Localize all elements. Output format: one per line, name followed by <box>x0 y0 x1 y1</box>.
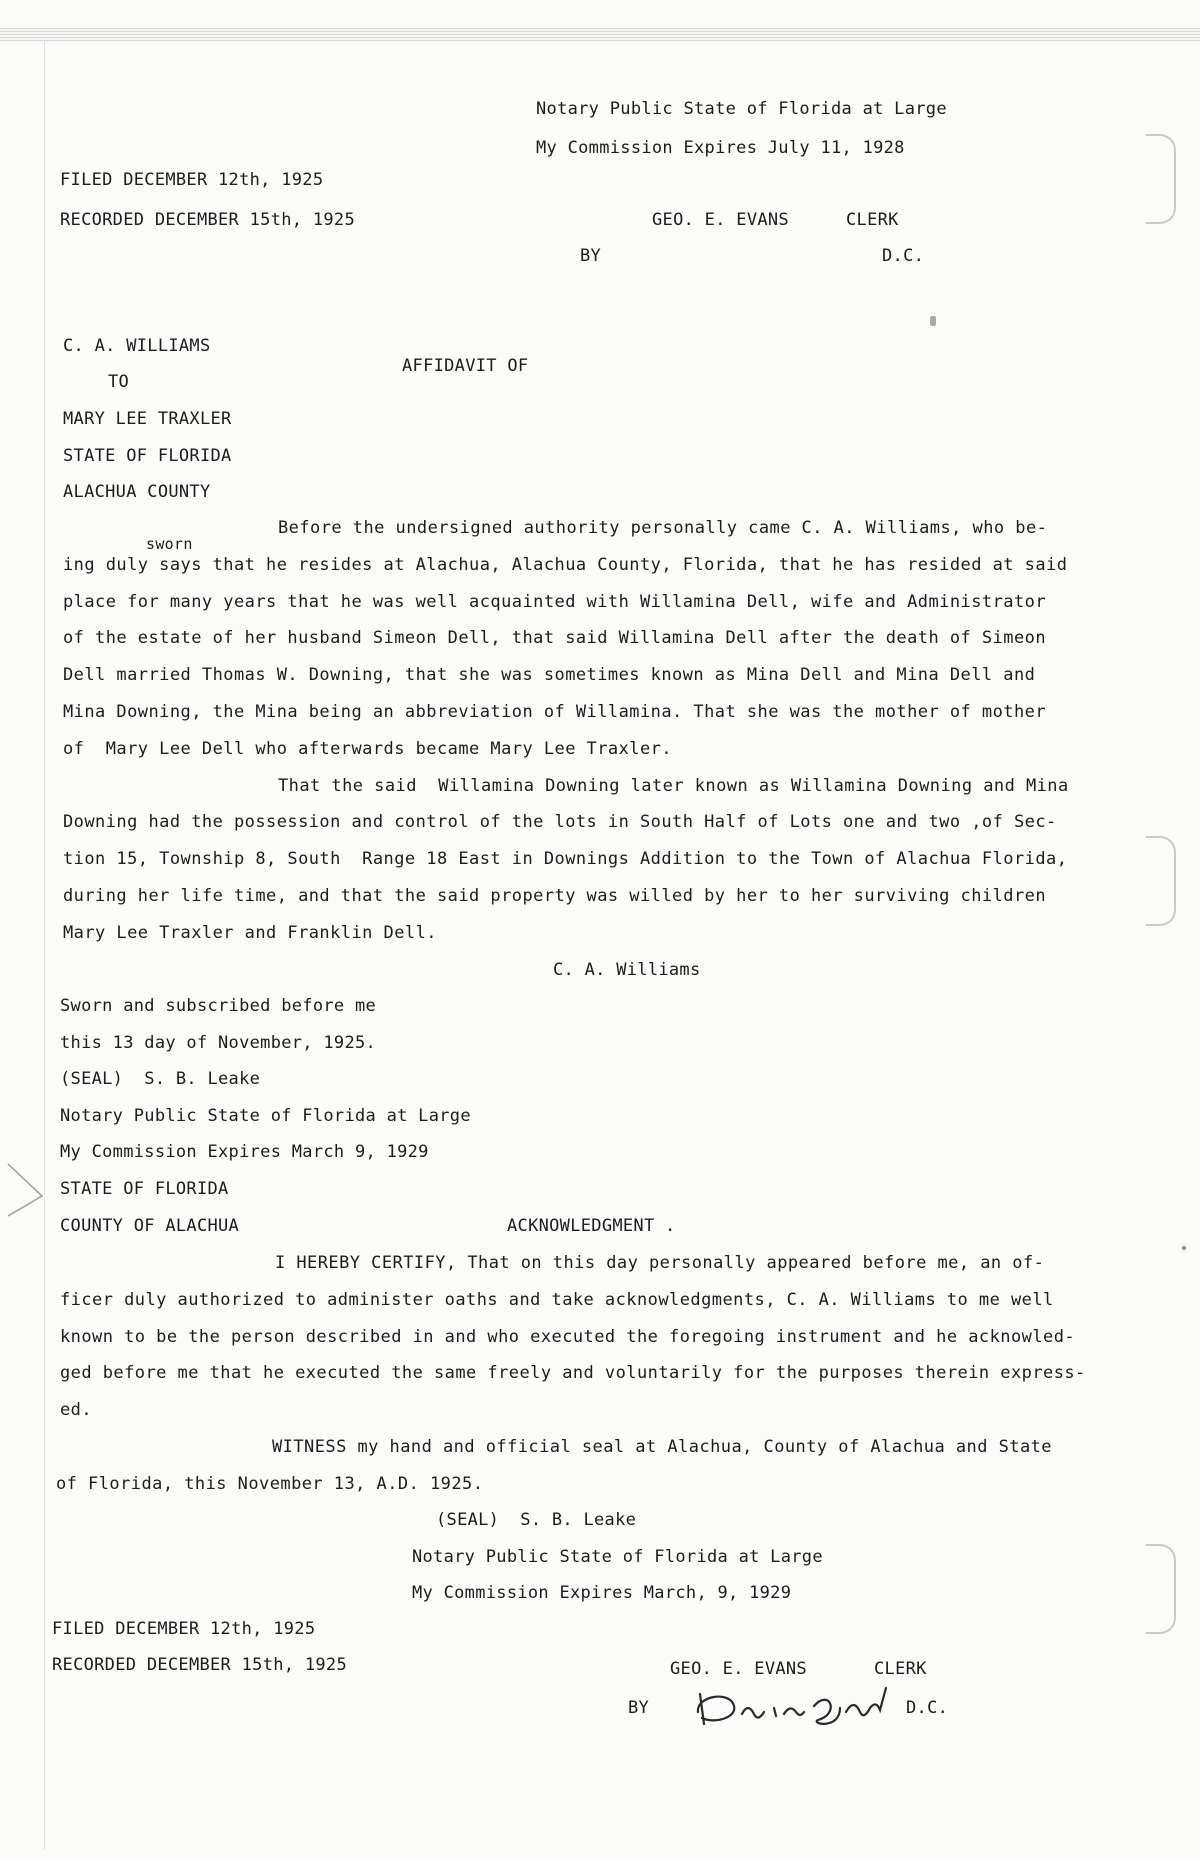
header-dc: D.C. <box>882 246 925 266</box>
affidavit-line: Before the undersigned authority personally came C. A. Williams, who be- <box>278 518 1048 538</box>
caption-county: ALACHUA COUNTY <box>63 482 211 502</box>
acknowledgment-line: I HEREBY CERTIFY, That on this day personally appeared before me, an of- <box>275 1253 1045 1273</box>
affidavit-line: Dell married Thomas W. Downing, that she was sometimes known as Mina Dell and Mina Dell and <box>63 665 1036 685</box>
affidavit-line: That the said Willamina Downing later known as Willamina Downing and Mina <box>278 776 1069 796</box>
jurat-line: (SEAL) S. B. Leake <box>60 1069 261 1089</box>
acknowledgment-line: ed. <box>60 1400 93 1420</box>
scan-top-band <box>0 28 1200 42</box>
affidavit-signer: C. A. Williams <box>553 960 701 980</box>
margin-line <box>44 40 45 1850</box>
affidavit-line: place for many years that he was well acquainted with Willamina Dell, wife and Administrator <box>63 592 1047 612</box>
scan-speck <box>930 316 936 326</box>
affidavit-line: Mina Downing, the Mina being an abbreviation of Willamina. That she was the mother of mother <box>63 702 1047 722</box>
binder-hole-top <box>1146 134 1176 224</box>
sworn-insert: sworn <box>146 535 193 553</box>
binder-hole-bottom <box>1146 1544 1176 1634</box>
acknowledgment-line: of Florida, this November 13, A.D. 1925. <box>56 1474 484 1494</box>
affidavit-line: tion 15, Township 8, South Range 18 East in Downings Addition to the Town of Alachua Florida, <box>63 849 1068 869</box>
jurat-line: this 13 day of November, 1925. <box>60 1033 377 1053</box>
jurat-line: Sworn and subscribed before me <box>60 996 377 1016</box>
scan-speck <box>1182 1246 1186 1250</box>
header-commission-line: My Commission Expires July 11, 1928 <box>536 138 905 158</box>
footer-recorded: RECORDED DECEMBER 15th, 1925 <box>52 1655 347 1675</box>
jurat-line: My Commission Expires March 9, 1929 <box>60 1142 429 1162</box>
acknowledgment-line: ged before me that he executed the same freely and voluntarily for the purposes therein express- <box>60 1363 1086 1383</box>
affidavit-line: ing duly says that he resides at Alachua, Alachua County, Florida, that he has resided at said <box>63 555 1068 575</box>
clerk-signature <box>690 1684 890 1734</box>
affidavit-line: of the estate of her husband Simeon Dell, that said Willamina Dell after the death of Simeon <box>63 628 1047 648</box>
footer-filed: FILED DECEMBER 12th, 1925 <box>52 1619 316 1639</box>
acknowledgment-seal-line: (SEAL) S. B. Leake <box>436 1510 637 1530</box>
header-recorded: RECORDED DECEMBER 15th, 1925 <box>60 210 355 230</box>
footer-clerk-name: GEO. E. EVANS <box>670 1659 807 1679</box>
affidavit-line: Downing had the possession and control of the lots in South Half of Lots one and two ,of Sec- <box>63 812 1057 832</box>
footer-clerk-title: CLERK <box>874 1659 927 1679</box>
jurat-line: STATE OF FLORIDA <box>60 1179 229 1199</box>
caption-doc-type: AFFIDAVIT OF <box>402 356 529 376</box>
footer-by: BY <box>628 1698 650 1718</box>
header-by: BY <box>580 246 602 266</box>
acknowledgment-commission-line: My Commission Expires March, 9, 1929 <box>412 1583 792 1603</box>
acknowledgment-line: WITNESS my hand and official seal at Alachua, County of Alachua and State <box>272 1437 1052 1457</box>
jurat-line: COUNTY OF ALACHUA <box>60 1216 240 1236</box>
footer-dc: D.C. <box>906 1698 949 1718</box>
affidavit-line: during her life time, and that the said property was willed by her to her surviving children <box>63 886 1047 906</box>
caption-party-from: C. A. WILLIAMS <box>63 336 211 356</box>
affidavit-line: of Mary Lee Dell who afterwards became Mary Lee Traxler. <box>63 739 673 759</box>
acknowledgment-line: known to be the person described in and who executed the foregoing instrument and he acknowled- <box>60 1327 1076 1347</box>
acknowledgment-title: ACKNOWLEDGMENT . <box>507 1216 676 1236</box>
caption-to: TO <box>108 372 130 392</box>
acknowledgment-line: ficer duly authorized to administer oaths and take acknowledgments, C. A. Williams to me well <box>60 1290 1054 1310</box>
jurat-line: Notary Public State of Florida at Large <box>60 1106 471 1126</box>
affidavit-line: Mary Lee Traxler and Franklin Dell. <box>63 923 437 943</box>
header-clerk-name: GEO. E. EVANS <box>652 210 789 230</box>
header-clerk-title: CLERK <box>846 210 899 230</box>
binder-hole-middle <box>1146 836 1176 926</box>
caption-state: STATE OF FLORIDA <box>63 446 232 466</box>
header-notary-line: Notary Public State of Florida at Large <box>536 99 947 119</box>
margin-arrow-mark <box>6 1160 46 1220</box>
acknowledgment-notary-line: Notary Public State of Florida at Large <box>412 1547 823 1567</box>
header-filed: FILED DECEMBER 12th, 1925 <box>60 170 324 190</box>
caption-party-to: MARY LEE TRAXLER <box>63 409 232 429</box>
